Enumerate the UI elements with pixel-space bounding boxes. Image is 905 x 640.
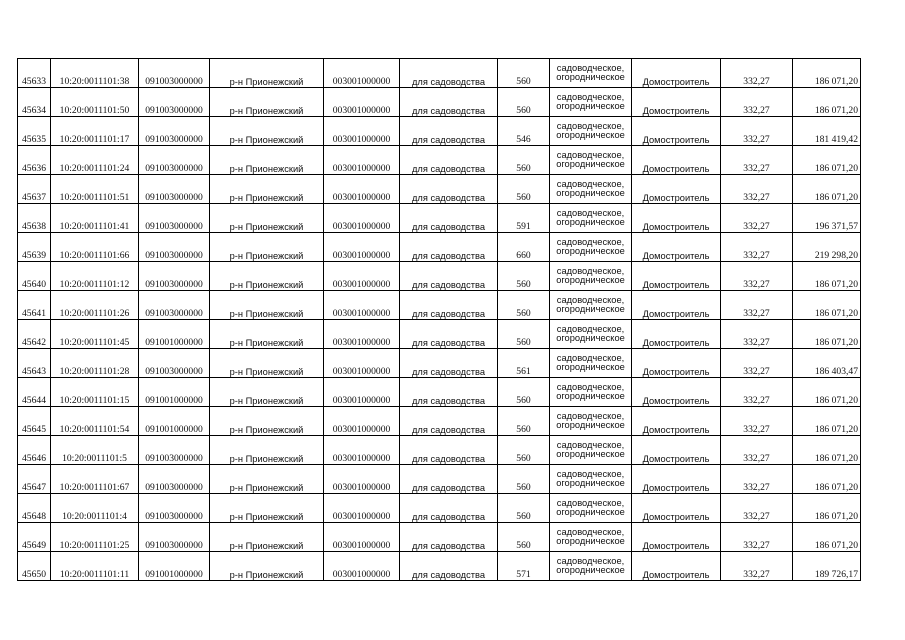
plot-area-cell: 560 (498, 436, 550, 465)
permitted-purpose-cell: для садоводства (400, 436, 498, 465)
owner-category-cell: Домостроитель (632, 146, 721, 175)
land-use-line: огородническое (556, 130, 625, 140)
permitted-purpose-cell: для садоводства (400, 146, 498, 175)
cadastral-value-cell: 186 071,20 (793, 320, 861, 349)
owner-category-cell: Домостроитель (632, 552, 721, 581)
land-use-line: садоводческое, (556, 439, 625, 450)
land-use-cell (550, 494, 632, 523)
land-use-line: огородническое (556, 72, 625, 82)
owner-category-cell: Домостроитель (632, 494, 721, 523)
land-use-cell (550, 349, 632, 378)
permitted-purpose-cell: для садоводства (400, 552, 498, 581)
land-use-line: огородническое (556, 275, 625, 285)
owner-category-cell: Домостроитель (632, 320, 721, 349)
land-use-line: садоводческое, (556, 526, 625, 537)
table-row (18, 233, 861, 262)
plot-area-cell: 561 (498, 349, 550, 378)
land-use-cell (550, 175, 632, 204)
plot-area-cell: 560 (498, 88, 550, 117)
table-row (18, 552, 861, 581)
land-use-line: огородническое (556, 304, 625, 314)
cadastral-value-cell: 186 071,20 (793, 262, 861, 291)
classifier-code-cell: 003001000000 (324, 436, 400, 465)
classifier-code-cell: 003001000000 (324, 262, 400, 291)
table-row (18, 320, 861, 349)
land-use-line: огородническое (556, 536, 625, 546)
specific-value-cell: 332,27 (721, 407, 793, 436)
record-number-cell: 45636 (18, 146, 51, 175)
okato-code-cell: 091003000000 (139, 233, 210, 262)
owner-category-cell: Домостроитель (632, 349, 721, 378)
land-use-line: садоводческое, (556, 468, 625, 479)
cadastral-number-cell: 10:20:0011101:54 (51, 407, 139, 436)
cadastral-number-cell: 10:20:0011101:38 (51, 59, 139, 88)
cadastral-value-cell: 186 071,20 (793, 436, 861, 465)
district-name-cell: р-н Прионежский (210, 465, 324, 494)
land-use-line: садоводческое, (556, 178, 625, 189)
district-name-cell: р-н Прионежский (210, 233, 324, 262)
table-row (18, 175, 861, 204)
plot-area-cell: 560 (498, 378, 550, 407)
owner-category-cell: Домостроитель (632, 233, 721, 262)
land-use-line: садоводческое, (556, 410, 625, 421)
classifier-code-cell: 003001000000 (324, 146, 400, 175)
land-use-line: огородническое (556, 159, 625, 169)
okato-code-cell: 091001000000 (139, 378, 210, 407)
permitted-purpose-cell: для садоводства (400, 320, 498, 349)
okato-code-cell: 091001000000 (139, 407, 210, 436)
specific-value-cell: 332,27 (721, 88, 793, 117)
land-use-line: садоводческое, (556, 323, 625, 334)
specific-value-cell: 332,27 (721, 233, 793, 262)
specific-value-cell: 332,27 (721, 349, 793, 378)
cadastral-number-cell: 10:20:0011101:50 (51, 88, 139, 117)
permitted-purpose-cell: для садоводства (400, 523, 498, 552)
classifier-code-cell: 003001000000 (324, 59, 400, 88)
okato-code-cell: 091001000000 (139, 320, 210, 349)
record-number-cell: 45645 (18, 407, 51, 436)
cadastral-value-cell: 186 071,20 (793, 465, 861, 494)
land-use-line: садоводческое, (556, 207, 625, 218)
okato-code-cell: 091003000000 (139, 291, 210, 320)
table-row (18, 523, 861, 552)
record-number-cell: 45635 (18, 117, 51, 146)
record-number-cell: 45633 (18, 59, 51, 88)
owner-category-cell: Домостроитель (632, 88, 721, 117)
record-number-cell: 45648 (18, 494, 51, 523)
classifier-code-cell: 003001000000 (324, 407, 400, 436)
cadastral-value-cell: 186 071,20 (793, 88, 861, 117)
plot-area-cell: 571 (498, 552, 550, 581)
district-name-cell: р-н Прионежский (210, 523, 324, 552)
land-use-line: садоводческое, (556, 62, 625, 73)
owner-category-cell: Домостроитель (632, 175, 721, 204)
record-number-cell: 45646 (18, 436, 51, 465)
classifier-code-cell: 003001000000 (324, 465, 400, 494)
cadastral-number-cell: 10:20:0011101:67 (51, 465, 139, 494)
district-name-cell: р-н Прионежский (210, 175, 324, 204)
land-use-line: садоводческое, (556, 149, 625, 160)
table-row (18, 88, 861, 117)
land-use-line: садоводческое, (556, 265, 625, 276)
record-number-cell: 45642 (18, 320, 51, 349)
land-use-line: огородническое (556, 449, 625, 459)
specific-value-cell: 332,27 (721, 378, 793, 407)
owner-category-cell: Домостроитель (632, 204, 721, 233)
land-use-cell (550, 378, 632, 407)
plot-area-cell: 560 (498, 407, 550, 436)
land-use-cell (550, 117, 632, 146)
okato-code-cell: 091003000000 (139, 436, 210, 465)
land-use-line: огородническое (556, 478, 625, 488)
cadastral-value-cell: 186 071,20 (793, 146, 861, 175)
table-row (18, 465, 861, 494)
owner-category-cell: Домостроитель (632, 436, 721, 465)
plot-area-cell: 560 (498, 175, 550, 204)
cadastral-value-cell: 189 726,17 (793, 552, 861, 581)
permitted-purpose-cell: для садоводства (400, 349, 498, 378)
land-use-line: садоводческое, (556, 555, 625, 566)
plot-area-cell: 560 (498, 465, 550, 494)
plot-area-cell: 660 (498, 233, 550, 262)
table-row (18, 407, 861, 436)
land-use-line: огородническое (556, 391, 625, 401)
land-use-line: садоводческое, (556, 381, 625, 392)
record-number-cell: 45643 (18, 349, 51, 378)
district-name-cell: р-н Прионежский (210, 88, 324, 117)
classifier-code-cell: 003001000000 (324, 494, 400, 523)
table-row (18, 436, 861, 465)
classifier-code-cell: 003001000000 (324, 291, 400, 320)
cadastral-value-cell: 186 071,20 (793, 494, 861, 523)
table-row (18, 378, 861, 407)
land-use-cell (550, 291, 632, 320)
table-row (18, 262, 861, 291)
cadastral-value-cell: 186 071,20 (793, 175, 861, 204)
district-name-cell: р-н Прионежский (210, 117, 324, 146)
table-row (18, 291, 861, 320)
owner-category-cell: Домостроитель (632, 262, 721, 291)
cadastral-number-cell: 10:20:0011101:5 (51, 436, 139, 465)
okato-code-cell: 091003000000 (139, 494, 210, 523)
plot-area-cell: 560 (498, 146, 550, 175)
specific-value-cell: 332,27 (721, 175, 793, 204)
land-use-cell (550, 552, 632, 581)
land-use-line: садоводческое, (556, 352, 625, 363)
permitted-purpose-cell: для садоводства (400, 88, 498, 117)
okato-code-cell: 091003000000 (139, 175, 210, 204)
table-row (18, 146, 861, 175)
district-name-cell: р-н Прионежский (210, 407, 324, 436)
land-use-line: огородническое (556, 101, 625, 111)
classifier-code-cell: 003001000000 (324, 349, 400, 378)
land-use-cell (550, 146, 632, 175)
cadastral-number-cell: 10:20:0011101:15 (51, 378, 139, 407)
okato-code-cell: 091003000000 (139, 117, 210, 146)
record-number-cell: 45639 (18, 233, 51, 262)
table-row (18, 117, 861, 146)
okato-code-cell: 091003000000 (139, 146, 210, 175)
okato-code-cell: 091003000000 (139, 59, 210, 88)
table-row (18, 59, 861, 88)
district-name-cell: р-н Прионежский (210, 349, 324, 378)
record-number-cell: 45637 (18, 175, 51, 204)
okato-code-cell: 091003000000 (139, 88, 210, 117)
cadastral-value-cell: 186 071,20 (793, 291, 861, 320)
land-use-line: огородническое (556, 246, 625, 256)
district-name-cell: р-н Прионежский (210, 146, 324, 175)
okato-code-cell: 091003000000 (139, 262, 210, 291)
permitted-purpose-cell: для садоводства (400, 175, 498, 204)
plot-area-cell: 546 (498, 117, 550, 146)
record-number-cell: 45641 (18, 291, 51, 320)
okato-code-cell: 091003000000 (139, 204, 210, 233)
plot-area-cell: 560 (498, 59, 550, 88)
cadastral-number-cell: 10:20:0011101:28 (51, 349, 139, 378)
record-number-cell: 45638 (18, 204, 51, 233)
land-use-cell (550, 407, 632, 436)
land-use-cell (550, 523, 632, 552)
plot-area-cell: 560 (498, 320, 550, 349)
land-use-line: садоводческое, (556, 497, 625, 508)
okato-code-cell: 091001000000 (139, 552, 210, 581)
land-use-cell (550, 204, 632, 233)
okato-code-cell: 091003000000 (139, 349, 210, 378)
specific-value-cell: 332,27 (721, 494, 793, 523)
cadastral-number-cell: 10:20:0011101:11 (51, 552, 139, 581)
okato-code-cell: 091003000000 (139, 465, 210, 494)
owner-category-cell: Домостроитель (632, 117, 721, 146)
cadastral-value-cell: 219 298,20 (793, 233, 861, 262)
specific-value-cell: 332,27 (721, 146, 793, 175)
cadastral-number-cell: 10:20:0011101:26 (51, 291, 139, 320)
owner-category-cell: Домостроитель (632, 291, 721, 320)
classifier-code-cell: 003001000000 (324, 175, 400, 204)
district-name-cell: р-н Прионежский (210, 378, 324, 407)
land-use-line: садоводческое, (556, 294, 625, 305)
land-use-cell (550, 88, 632, 117)
cadastral-value-cell: 186 071,20 (793, 59, 861, 88)
record-number-cell: 45634 (18, 88, 51, 117)
land-use-cell (550, 320, 632, 349)
owner-category-cell: Домостроитель (632, 407, 721, 436)
district-name-cell: р-н Прионежский (210, 552, 324, 581)
cadastral-value-cell: 181 419,42 (793, 117, 861, 146)
plot-area-cell: 560 (498, 494, 550, 523)
land-use-line: огородническое (556, 507, 625, 517)
record-number-cell: 45644 (18, 378, 51, 407)
classifier-code-cell: 003001000000 (324, 320, 400, 349)
specific-value-cell: 332,27 (721, 204, 793, 233)
owner-category-cell: Домостроитель (632, 465, 721, 494)
cadastral-number-cell: 10:20:0011101:66 (51, 233, 139, 262)
land-use-line: огородническое (556, 188, 625, 198)
district-name-cell: р-н Прионежский (210, 320, 324, 349)
land-use-line: садоводческое, (556, 120, 625, 131)
district-name-cell: р-н Прионежский (210, 291, 324, 320)
plot-area-cell: 560 (498, 523, 550, 552)
classifier-code-cell: 003001000000 (324, 233, 400, 262)
cadastral-value-cell: 186 071,20 (793, 407, 861, 436)
land-use-line: садоводческое, (556, 91, 625, 102)
table-row (18, 349, 861, 378)
okato-code-cell: 091003000000 (139, 523, 210, 552)
table-row (18, 494, 861, 523)
specific-value-cell: 332,27 (721, 552, 793, 581)
land-plot-table (17, 58, 861, 581)
record-number-cell: 45650 (18, 552, 51, 581)
table-row (18, 204, 861, 233)
plot-area-cell: 560 (498, 291, 550, 320)
district-name-cell: р-н Прионежский (210, 204, 324, 233)
permitted-purpose-cell: для садоводства (400, 262, 498, 291)
district-name-cell: р-н Прионежский (210, 494, 324, 523)
cadastral-number-cell: 10:20:0011101:4 (51, 494, 139, 523)
permitted-purpose-cell: для садоводства (400, 117, 498, 146)
land-use-line: огородническое (556, 217, 625, 227)
cadastral-number-cell: 10:20:0011101:51 (51, 175, 139, 204)
specific-value-cell: 332,27 (721, 262, 793, 291)
permitted-purpose-cell: для садоводства (400, 407, 498, 436)
specific-value-cell: 332,27 (721, 59, 793, 88)
cadastral-value-cell: 196 371,57 (793, 204, 861, 233)
specific-value-cell: 332,27 (721, 436, 793, 465)
district-name-cell: р-н Прионежский (210, 436, 324, 465)
permitted-purpose-cell: для садоводства (400, 233, 498, 262)
classifier-code-cell: 003001000000 (324, 378, 400, 407)
table-body (18, 59, 861, 581)
cadastral-number-cell: 10:20:0011101:45 (51, 320, 139, 349)
classifier-code-cell: 003001000000 (324, 204, 400, 233)
owner-category-cell: Домостроитель (632, 378, 721, 407)
permitted-purpose-cell: для садоводства (400, 465, 498, 494)
cadastral-number-cell: 10:20:0011101:12 (51, 262, 139, 291)
cadastral-value-cell: 186 071,20 (793, 378, 861, 407)
owner-category-cell: Домостроитель (632, 523, 721, 552)
permitted-purpose-cell: для садоводства (400, 291, 498, 320)
land-use-line: огородническое (556, 333, 625, 343)
cadastral-number-cell: 10:20:0011101:24 (51, 146, 139, 175)
specific-value-cell: 332,27 (721, 523, 793, 552)
classifier-code-cell: 003001000000 (324, 117, 400, 146)
permitted-purpose-cell: для садоводства (400, 378, 498, 407)
permitted-purpose-cell: для садоводства (400, 59, 498, 88)
district-name-cell: р-н Прионежский (210, 59, 324, 88)
land-use-cell (550, 262, 632, 291)
record-number-cell: 45640 (18, 262, 51, 291)
district-name-cell: р-н Прионежский (210, 262, 324, 291)
land-use-line: огородническое (556, 420, 625, 430)
cadastral-number-cell: 10:20:0011101:41 (51, 204, 139, 233)
specific-value-cell: 332,27 (721, 320, 793, 349)
specific-value-cell: 332,27 (721, 117, 793, 146)
land-use-cell (550, 59, 632, 88)
cadastral-value-cell: 186 071,20 (793, 523, 861, 552)
land-use-line: огородническое (556, 565, 625, 575)
specific-value-cell: 332,27 (721, 465, 793, 494)
classifier-code-cell: 003001000000 (324, 552, 400, 581)
permitted-purpose-cell: для садоводства (400, 204, 498, 233)
land-use-line: огородническое (556, 362, 625, 372)
cadastral-value-cell: 186 403,47 (793, 349, 861, 378)
plot-area-cell: 560 (498, 262, 550, 291)
land-use-cell (550, 436, 632, 465)
owner-category-cell: Домостроитель (632, 59, 721, 88)
permitted-purpose-cell: для садоводства (400, 494, 498, 523)
cadastral-number-cell: 10:20:0011101:17 (51, 117, 139, 146)
classifier-code-cell: 003001000000 (324, 523, 400, 552)
record-number-cell: 45649 (18, 523, 51, 552)
plot-area-cell: 591 (498, 204, 550, 233)
land-use-cell (550, 233, 632, 262)
classifier-code-cell: 003001000000 (324, 88, 400, 117)
land-use-line: садоводческое, (556, 236, 625, 247)
specific-value-cell: 332,27 (721, 291, 793, 320)
land-use-cell (550, 465, 632, 494)
record-number-cell: 45647 (18, 465, 51, 494)
cadastral-number-cell: 10:20:0011101:25 (51, 523, 139, 552)
